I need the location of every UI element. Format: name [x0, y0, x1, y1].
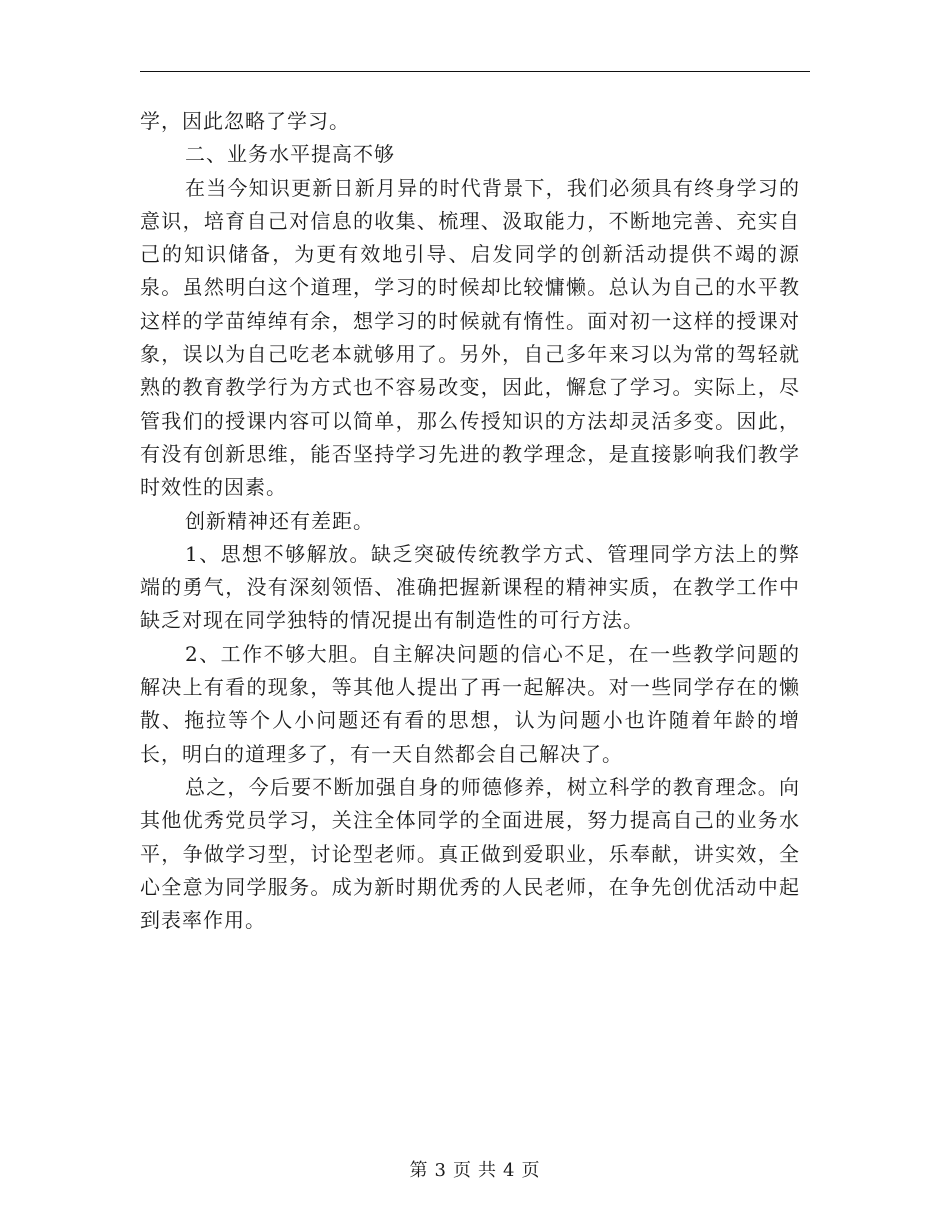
paragraph-item-1: 1、思想不够解放。缺乏突破传统教学方式、管理同学方法上的弊端的勇气，没有深刻领悟、准确把握新课程的精神实质，在教学工作中缺乏对现在同学独特的情况提出有制造性的可行方法。	[140, 541, 800, 633]
footer-page-word: 页	[453, 1160, 472, 1181]
header-rule	[140, 71, 810, 72]
section-heading-innovation: 创新精神还有差距。	[185, 508, 374, 533]
footer-prefix: 第	[409, 1160, 429, 1181]
paragraph-learning: 在当今知识更新日新月异的时代背景下，我们必须具有终身学习的意识，培育自己对信息的收集、梳理、汲取能力，不断地完善、充实自己的知识储备，为更有效地引导、启发同学的创新活动提供不竭的源泉。虽然明白这个道理，学习的时候却比较慵懒。总认为自己的水平教这样的学苗绰绰有余，想学习的时候就有惰性。面对初一这样的授课对象，误以为自己吃老本就够用了。另外，自己多年来习以为常的驾轻就熟的教育教学行为方式也不容易改变，因此，懈怠了学习。实际上，尽管我们的授课内容可以简单，那么传授知识的方法却灵活多变。因此，有没有创新思维，能否坚持学习先进的教学理念，是直接影响我们教学时效性的因素。	[140, 175, 800, 500]
section-heading-business-level: 二、业务水平提高不够	[185, 142, 395, 167]
page-footer	[0, 1156, 950, 1182]
footer-suffix: 页	[521, 1160, 541, 1181]
footer-current-page: 3	[434, 1160, 447, 1181]
paragraph-continuation: 学，因此忽略了学习。	[140, 109, 350, 133]
paragraph-conclusion: 总之，今后要不断加强自身的师德修养，树立科学的教育理念。向其他优秀党员学习，关注全体同学的全面进展，努力提高自己的业务水平，争做学习型，讨论型老师。真正做到爱职业，乐奉献，讲实效，全心全意为同学服务。成为新时期优秀的人民老师，在争先创优活动中起到表率作用。	[140, 774, 800, 933]
footer-total-pages: 4	[503, 1160, 516, 1181]
body-text	[140, 105, 800, 937]
footer-total-word: 共	[478, 1160, 497, 1181]
paragraph-item-2: 2、工作不够大胆。自主解决问题的信心不足，在一些教学问题的解决上有看的现象，等其他人提出了再一起解决。对一些同学存在的懒散、拖拉等个人小问题还有看的思想，认为问题小也许随着年龄的增长，明白的道理多了，有一天自然都会自己解决了。	[140, 641, 800, 766]
